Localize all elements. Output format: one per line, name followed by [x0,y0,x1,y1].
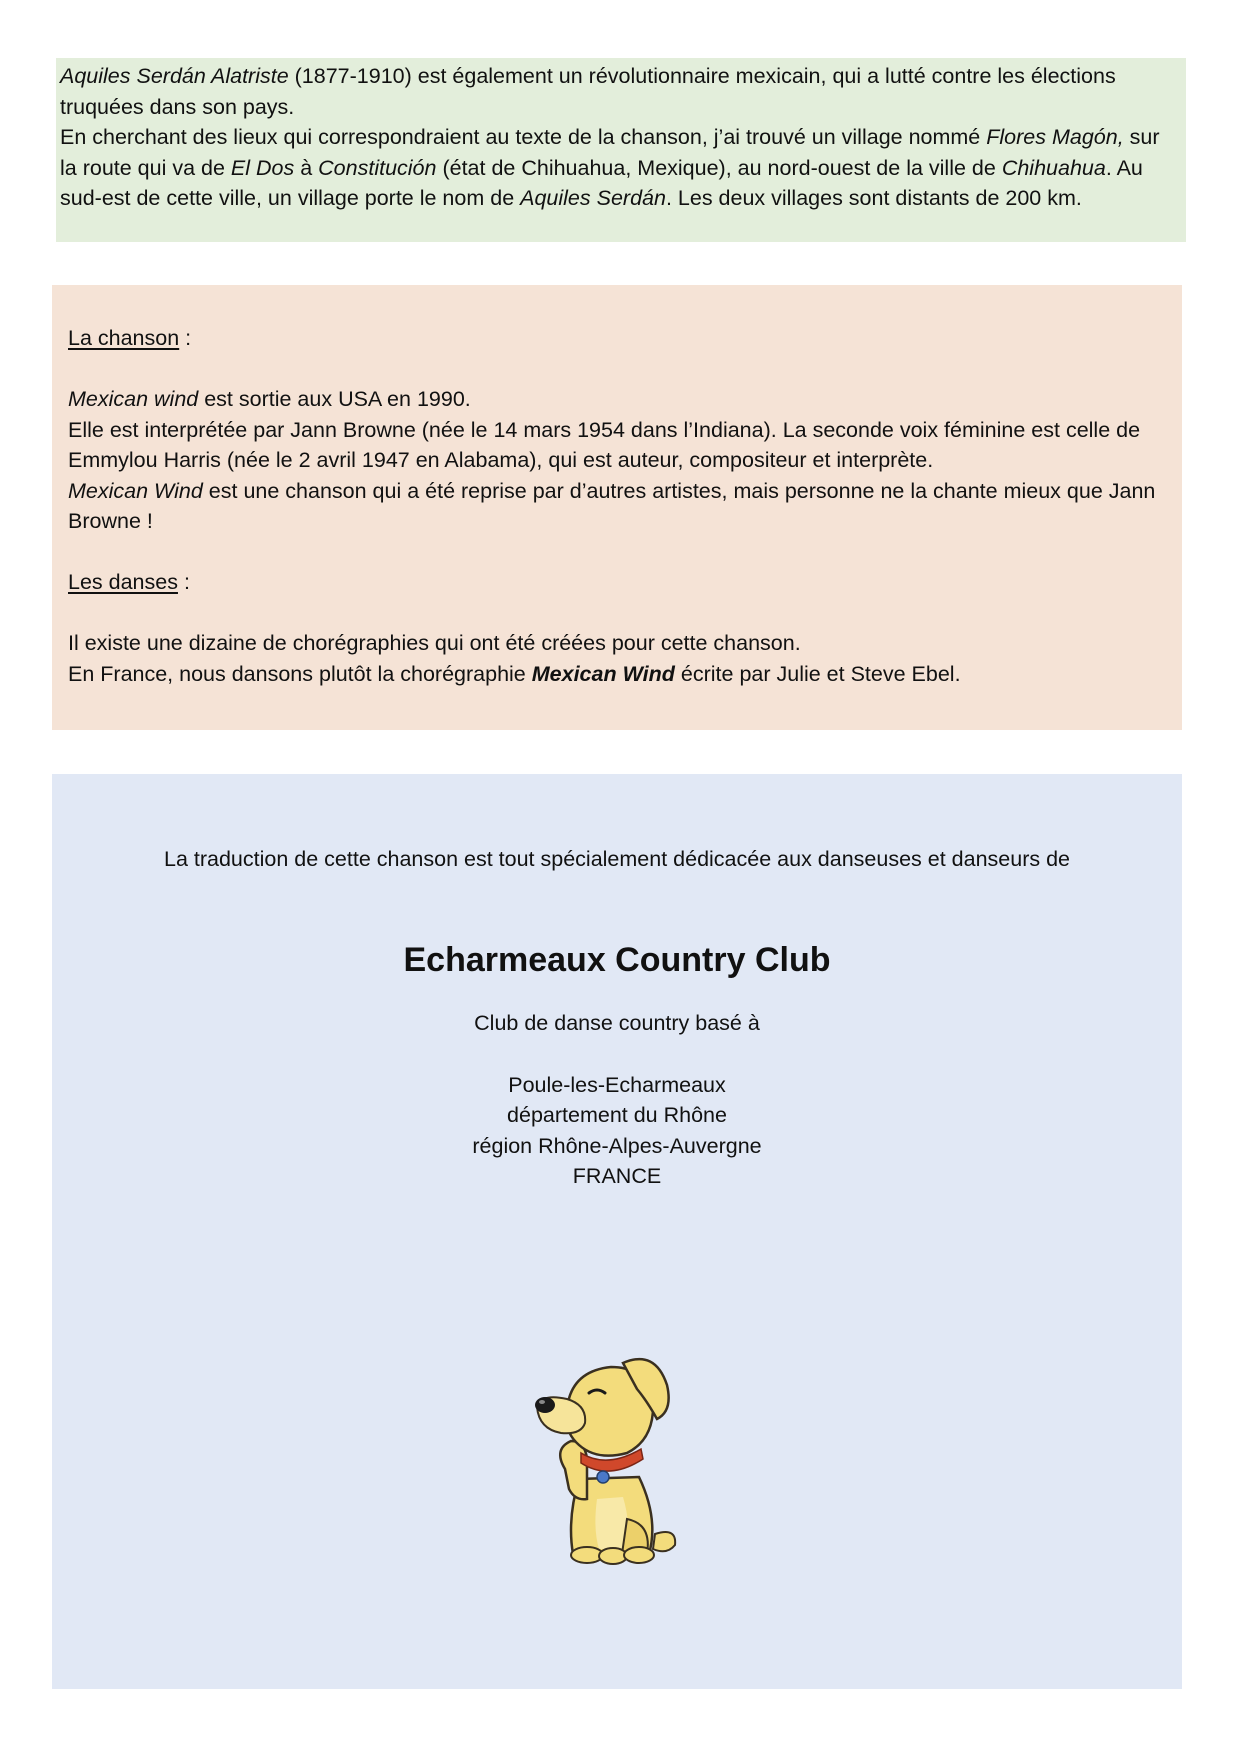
address-line-2: département du Rhône [507,1103,727,1127]
song-paragraph-2: Elle est interprétée par Jann Browne (née le 14 mars 1954 dans l’Indiana). La seconde voix féminine est celle de Emmylou Harris (née le 2 avril 1947 en Alabama), qui est auteur, compositeur et interprète. [68,417,1141,472]
song-paragraph-3: Mexican Wind est une chanson qui a été reprise par d’autres artistes, mais personne ne la chante mieux que Jann Browne ! [68,478,1156,533]
aquiles-name: Aquiles Serdán Alatriste [60,64,289,88]
intro-paragraph-2: En cherchant des lieux qui correspondraient au texte de la chanson, j’ai trouvé un village nommé Flores Magón, sur la route qui va de El Dos à Constitución (état de Chihuahua, Mexique), au nord-ouest de la ville de Chihuahua. Au sud-est de cette ville, un village porte le nom de Aquiles Serdán. Les deux villages sont distants de 200 km. [60,125,1160,210]
address-line-1: Poule-les-Echarmeaux [508,1073,726,1097]
address-line-4: FRANCE [572,1164,662,1188]
club-description: Club de danse country basé à [474,1011,760,1035]
intro-paragraph-1: Aquiles Serdán Alatriste (1877-1910) est également un révolutionnaire mexicain, qui a lutté contre les élections truquées dans son pays. [60,64,1116,119]
intro-block [56,58,1186,242]
dances-paragraph-1: Il existe une dizaine de chorégraphies qui ont été créées pour cette chanson. [68,631,801,655]
dances-heading: Les danses : [68,570,190,594]
dances-paragraph-2: En France, nous dansons plutôt la chorégraphie Mexican Wind écrite par Julie et Steve Ebel. [68,661,961,686]
club-name: Echarmeaux Country Club [403,941,831,979]
address-line-3: région Rhône-Alpes-Auvergne [472,1134,762,1158]
song-heading: La chanson : [68,326,192,350]
song-paragraph-1: Mexican wind est sortie aux USA en 1990. [68,387,471,411]
cartoon-dog-icon [527,1349,697,1569]
dedication-intro: La traduction de cette chanson est tout spécialement dédicacée aux danseuses et danseurs de [164,847,1070,871]
dedication-block [52,774,1182,1689]
song-info-block [52,285,1182,730]
